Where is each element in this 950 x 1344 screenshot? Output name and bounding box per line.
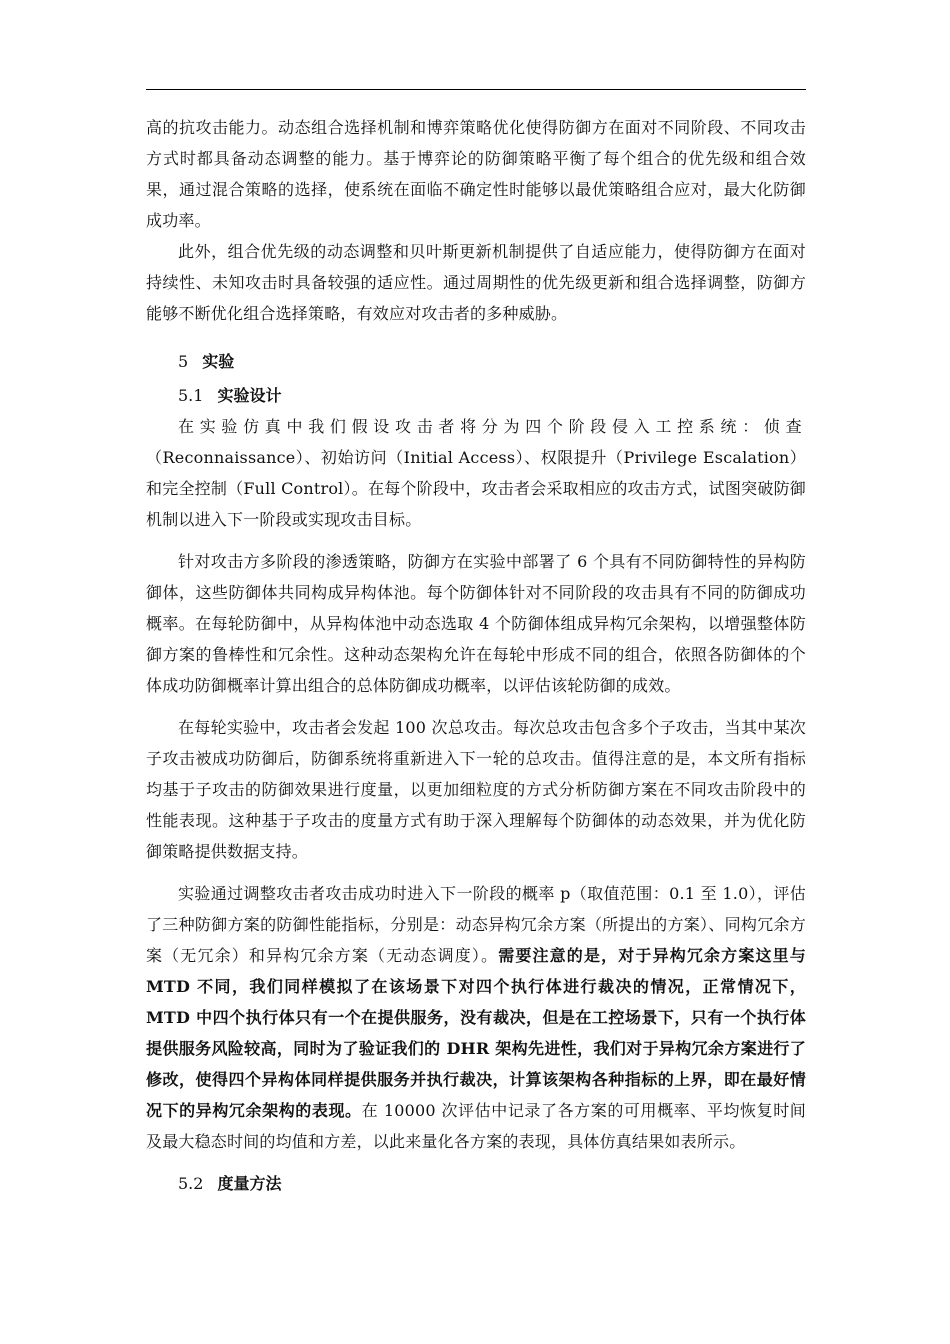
paragraph-2: 此外，组合优先级的动态调整和贝叶斯更新机制提供了自适应能力，使得防御方在面对持续性、未知攻击时具备较强的适应性。通过周期性的优先级更新和组合选择调整，防御方能够不断优化组合选择策略，有效应对攻击者的多种威胁。 — [146, 242, 806, 323]
paragraph-4: 针对攻击方多阶段的渗透策略，防御方在实验中部署了 6 个具有不同防御特性的异构防御体，这些防御体共同构成异构体池。每个防御体针对不同阶段的攻击具有不同的防御成功概率。在每轮防御中，从异构体池中动态选取 4 个防御体组成异构冗余架构，以增强整体防御方案的鲁棒性和冗余性。这种动态架构允许在每轮中形成不同的组合，依照各防御体的个体成功防御概率计算出组合的总体防御成功概率，以评估该轮防御的成效。 — [146, 552, 806, 695]
paragraph-3-rest: （Reconnaissance）、初始访问（Initial Access）、权限提升（Privilege Escalation）和完全控制（Full Control）。在每个阶段中，攻击者会采取相应的攻击方式，试图突破防御机制以进入下一阶段或实现攻击目标。 — [146, 448, 806, 529]
subsection-heading-5-1 — [146, 380, 806, 411]
paragraph-6-end: 在 10000 次评估中记录了各方案的可用概率、平均恢复时间及最大稳态时间的均值和方差，以此来量化各方案的表现，具体仿真结果如表所示。 — [146, 1101, 806, 1151]
paragraph-5: 在每轮实验中，攻击者会发起 100 次总攻击。每次总攻击包含多个子攻击，当其中某次子攻击被成功防御后，防御系统将重新进入下一轮的总攻击。值得注意的是，本文所有指标均基于子攻击的防御效果进行度量，以更加细粒度的方式分析防御方案在不同攻击阶段中的性能表现。这种基于子攻击的度量方式有助于深入理解每个防御体的动态效果，并为优化防御策略提供数据支持。 — [146, 718, 806, 861]
subsection-title: 度量方法 — [217, 1174, 282, 1193]
paragraph-6 — [146, 878, 806, 1157]
subsection-title: 实验设计 — [217, 386, 282, 405]
paragraph-3-lead: 在实验仿真中我们假设攻击者将分为四个阶段侵入工控系统：侦查 — [178, 417, 806, 436]
subsection-number: 5.1 — [178, 386, 204, 405]
paragraph-6-bold-note: 需要注意的是，对于异构冗余方案这里与 MTD 不同，我们同样模拟了在该场景下对四个执行体进行裁决的情况，正常情况下，MTD 中四个执行体只有一个在提供服务，没有裁决，但是在工控场景下，只有一个执行体提供服务风险较高，同时为了验证我们的 DHR 架构先进性，我们对于异构冗余方案进行了修改，使得四个异构体同样提供服务并执行裁决，计算该架构各种指标的上界，即在最好情况下的异构冗余架构的表现。 — [146, 946, 806, 1120]
section-number: 5 — [178, 352, 189, 371]
paragraph-6-start: 实验通过调整攻击者攻击成功时进入下一阶段的概率 p（取值范围：0.1 至 1.0），评估了三种防御方案的防御性能指标，分别是：动态异构冗余方案（所提出的方案）、同构冗余方案（无冗余）和异构冗余方案（无动态调度）。 — [146, 884, 806, 965]
subsection-number: 5.2 — [178, 1174, 204, 1193]
section-heading-5 — [146, 346, 806, 377]
paragraph-1: 高的抗攻击能力。动态组合选择机制和博弈策略优化使得防御方在面对不同阶段、不同攻击方式时都具备动态调整的能力。基于博弈论的防御策略平衡了每个组合的优先级和组合效果，通过混合策略的选择，使系统在面临不确定性时能够以最优策略组合应对，最大化防御成功率。 — [146, 118, 806, 230]
header-rule — [146, 89, 806, 90]
paragraph-3 — [146, 411, 806, 535]
body-text — [146, 112, 806, 1199]
section-title: 实验 — [202, 352, 235, 371]
subsection-heading-5-2 — [146, 1168, 806, 1199]
